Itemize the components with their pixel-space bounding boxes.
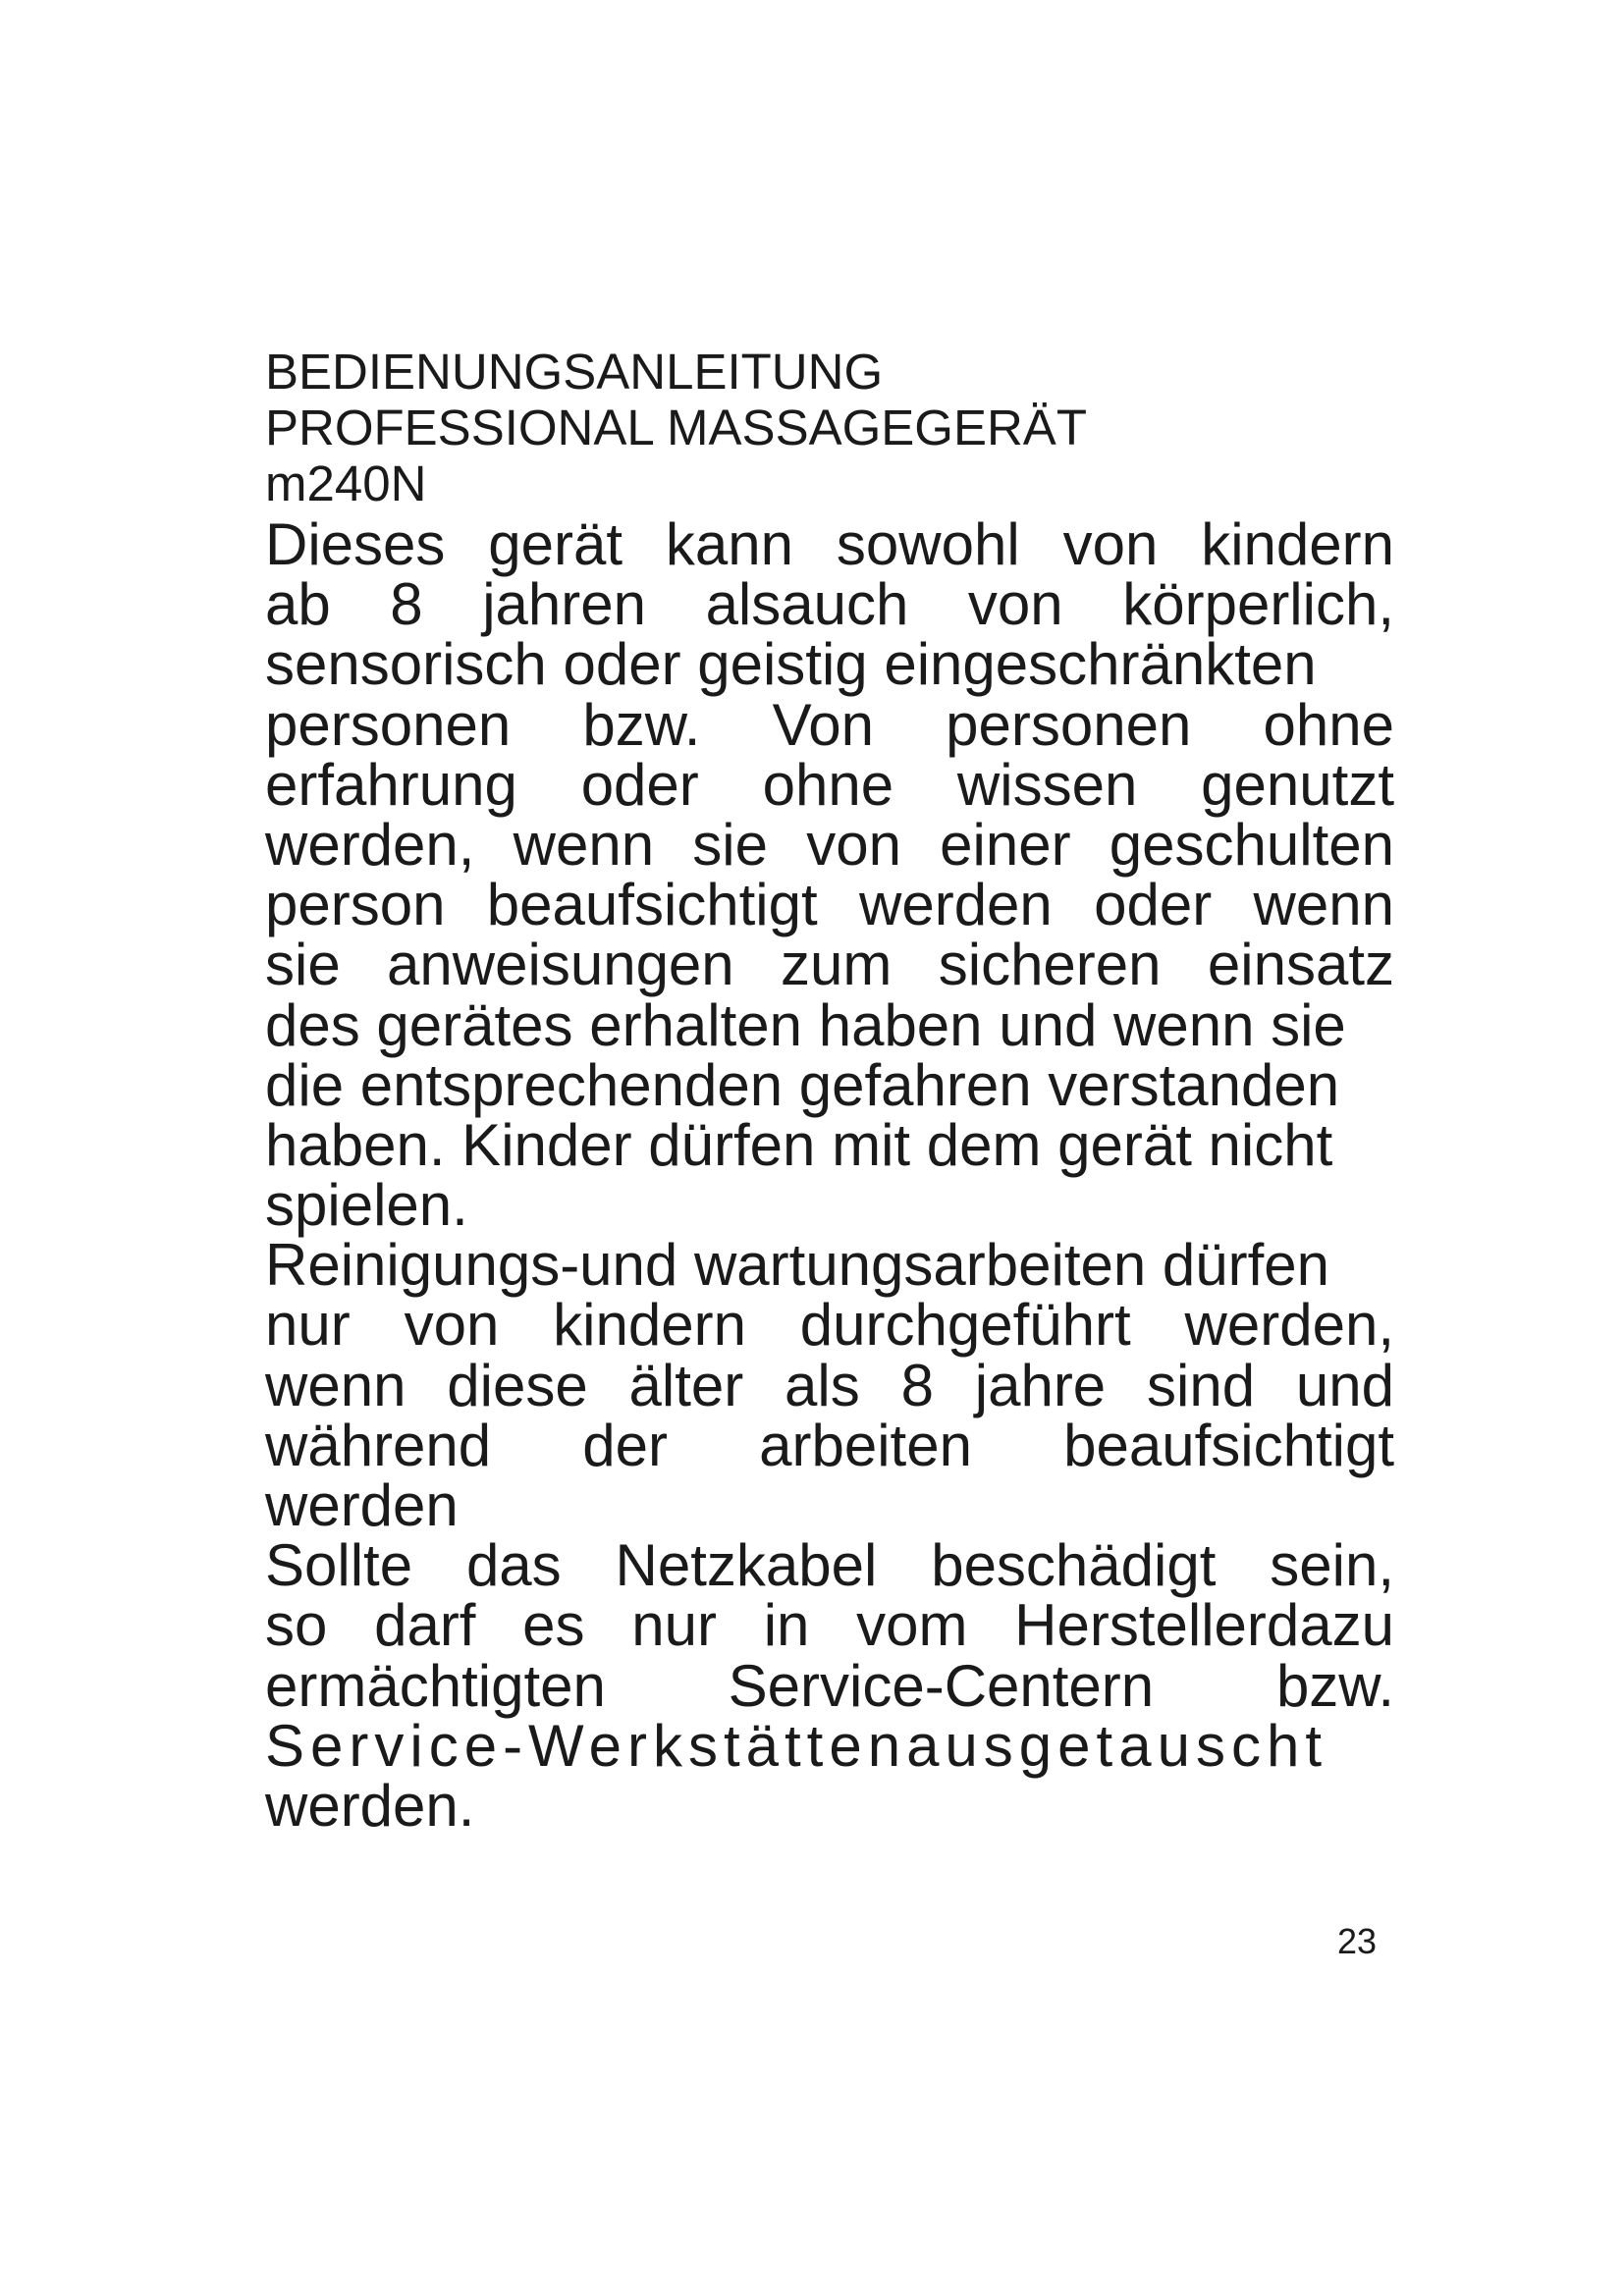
text-line: person beaufsichtigt werden oder wenn xyxy=(265,872,1394,938)
text-line: ab 8 jahren alsauch von körperlich, xyxy=(265,571,1394,638)
text-line: so darf es nur in vom Herstellerdazu xyxy=(265,1592,1394,1659)
safety-instructions-text xyxy=(265,511,1394,1839)
text-line: Reinigungs-und wartungsarbeiten dürfen xyxy=(265,1232,1330,1299)
text-line: spielen. xyxy=(265,1172,468,1239)
text-line: haben. Kinder dürfen mit dem gerät nicht xyxy=(265,1111,1333,1178)
text-line: werden, wenn sie von einer geschulten xyxy=(265,811,1394,878)
text-line: Sollte das Netzkabel beschädigt sein, xyxy=(265,1532,1394,1599)
text-line: wenn diese älter als 8 jahre sind und xyxy=(265,1352,1394,1418)
document-header xyxy=(265,344,1394,511)
text-line: die entsprechenden gefahren verstanden xyxy=(265,1051,1340,1118)
text-line: nur von kindern durchgeführt werden, xyxy=(265,1292,1394,1359)
text-line: werden. xyxy=(265,1772,475,1839)
text-line: personen bzw. Von personen ohne xyxy=(265,691,1394,758)
text-line: ermächtigten Service-Centern bzw. xyxy=(265,1652,1394,1719)
text-line: Dieses gerät kann sowohl von kindern xyxy=(265,511,1394,577)
text-line: werden xyxy=(265,1472,459,1538)
text-line: während der arbeiten beaufsichtigt xyxy=(265,1412,1394,1478)
text-line: erfahrung oder ohne wissen genutzt xyxy=(265,751,1394,818)
text-line: sensorisch oder geistig eingeschränkten xyxy=(265,631,1317,698)
text-line: sie anweisungen zum sicheren einsatz xyxy=(265,932,1394,998)
product-name-heading: PROFESSIONAL MASSAGEGERÄT xyxy=(265,400,1087,455)
text-line: des gerätes erhalten haben und wenn sie xyxy=(265,991,1346,1058)
model-number-heading: m240N xyxy=(265,455,427,511)
text-line: Service-Werkstättenausgetauscht xyxy=(265,1712,1327,1779)
page-number: 23 xyxy=(1336,1921,1377,1961)
manual-type-heading: BEDIENUNGSANLEITUNG xyxy=(265,344,884,400)
